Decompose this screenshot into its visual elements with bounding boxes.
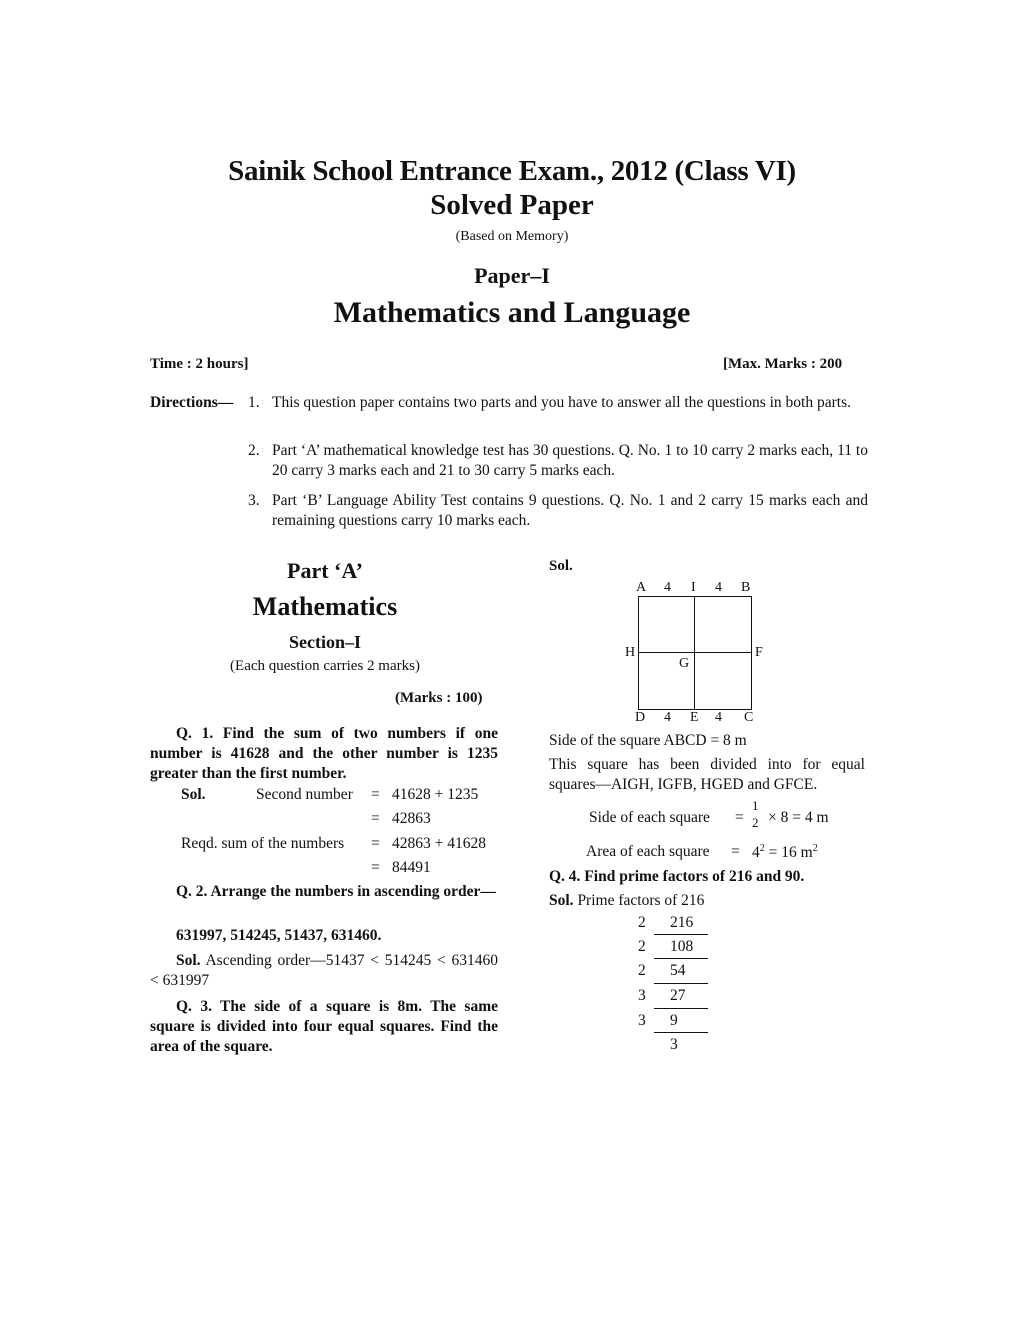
section-heading: Section–I bbox=[289, 632, 361, 652]
q2-answer: Ascending order—51437 < 514245 < 631460 < 631997 bbox=[150, 952, 498, 989]
label-de-length: 4 bbox=[664, 710, 671, 725]
division-line bbox=[654, 958, 708, 959]
q3-side-lhs: Side of each square bbox=[589, 809, 710, 826]
direction-item bbox=[248, 491, 868, 531]
q1-row-lhs: Reqd. sum of the numbers bbox=[181, 835, 345, 852]
dividend: 9 bbox=[670, 1012, 678, 1029]
q2-solution bbox=[150, 951, 498, 991]
division-line bbox=[654, 1008, 708, 1009]
divisor: 3 bbox=[638, 987, 646, 1004]
section-marks: (Marks : 100) bbox=[395, 690, 483, 706]
direction-text: Part ‘B’ Language Ability Test contains 9 questions. Q. No. 1 and 2 carry 15 marks each and remaining questions carry 10 marks each. bbox=[272, 492, 868, 529]
q1-sol-label: Sol. bbox=[181, 786, 206, 803]
area-unit-exponent: 2 bbox=[812, 843, 818, 854]
direction-number: 1. bbox=[248, 394, 260, 411]
square-abcd bbox=[638, 596, 752, 710]
label-ec-length: 4 bbox=[715, 710, 722, 725]
label-i: I bbox=[691, 580, 696, 595]
divisor: 2 bbox=[638, 938, 646, 955]
area-result: = 16 m bbox=[768, 844, 813, 862]
label-g: G bbox=[679, 656, 690, 671]
q1-row-eq: = bbox=[371, 859, 380, 876]
q2-numbers: 631997, 514245, 51437, 631460. bbox=[176, 927, 382, 944]
dividend: 54 bbox=[670, 962, 686, 979]
question-1: Q. 1. Find the sum of two numbers if one number is 41628 and the other number is 1235 greater than the first number. bbox=[150, 725, 498, 782]
label-ai-length: 4 bbox=[664, 580, 671, 595]
divisor: 2 bbox=[638, 914, 646, 931]
square-horizontal-divider bbox=[638, 652, 751, 653]
section-note: (Each question carries 2 marks) bbox=[230, 658, 420, 674]
paper-subject: Mathematics and Language bbox=[333, 296, 691, 329]
q3-sol-label: Sol. bbox=[549, 558, 573, 574]
fraction-denominator: 2 bbox=[752, 815, 759, 830]
q1-row-rhs: 41628 + 1235 bbox=[392, 786, 479, 803]
q1-row-rhs: 84491 bbox=[392, 859, 431, 876]
q2-sol-label: Sol. bbox=[176, 952, 201, 969]
divisor: 2 bbox=[638, 962, 646, 979]
direction-number: 2. bbox=[248, 442, 260, 459]
fraction-numerator: 1 bbox=[752, 798, 759, 813]
direction-number: 3. bbox=[248, 492, 260, 509]
question-2: Q. 2. Arrange the numbers in ascending order— bbox=[176, 883, 496, 900]
direction-item bbox=[248, 393, 868, 413]
q4-sol-text: Prime factors of 216 bbox=[577, 892, 705, 909]
question-4: Q. 4. Find prime factors of 216 and 90. bbox=[549, 868, 805, 885]
divisor: 3 bbox=[638, 1012, 646, 1029]
q3-area-lhs: Area of each square bbox=[586, 843, 710, 860]
area-base: 4 bbox=[752, 844, 760, 862]
q1-row-eq: = bbox=[371, 810, 380, 827]
dividend: 27 bbox=[670, 987, 686, 1004]
q3-side-rhs: × 8 = 4 m bbox=[768, 809, 829, 826]
q3-area-rhs bbox=[752, 843, 818, 862]
direction-text: Part ‘A’ mathematical knowledge test has 30 questions. Q. No. 1 to 10 carry 2 marks each, 11 to 20 carry 3 marks each and 21 to 30 carry 5 marks each. bbox=[272, 442, 868, 479]
max-marks: [Max. Marks : 200 bbox=[723, 356, 843, 372]
label-h: H bbox=[625, 645, 636, 660]
label-e: E bbox=[690, 710, 699, 725]
q1-row-eq: = bbox=[371, 786, 380, 803]
q1-row-lhs: Second number bbox=[256, 786, 353, 803]
q1-row-rhs: 42863 bbox=[392, 810, 431, 827]
q4-solution bbox=[549, 891, 704, 911]
division-line bbox=[654, 934, 708, 935]
q1-row-eq: = bbox=[371, 835, 380, 852]
part-a-subject: Mathematics bbox=[252, 592, 398, 621]
quotient: 3 bbox=[670, 1036, 678, 1053]
q4-sol-label: Sol. bbox=[549, 892, 574, 909]
q3-side-eq: = bbox=[735, 809, 744, 826]
q3-area-eq: = bbox=[731, 843, 740, 860]
direction-text: This question paper contains two parts and you have to answer all the questions in both parts. bbox=[272, 394, 851, 411]
dividend: 108 bbox=[670, 938, 694, 955]
paper-note: (Based on Memory) bbox=[455, 229, 569, 244]
label-f: F bbox=[755, 645, 763, 660]
question-3: Q. 3. The side of a square is 8m. The same square is divided into four equal squares. Find the area of the square. bbox=[150, 998, 498, 1055]
part-a-heading: Part ‘A’ bbox=[287, 558, 363, 583]
paper-subtitle: Solved Paper bbox=[430, 189, 594, 221]
label-d: D bbox=[635, 710, 646, 725]
q3-line-2: This square has been divided into for equal squares—AIGH, IGFB, HGED and GFCE. bbox=[549, 756, 865, 793]
paper-title: Sainik School Entrance Exam., 2012 (Class VI) bbox=[228, 155, 796, 187]
direction-item bbox=[248, 441, 868, 481]
label-c: C bbox=[744, 710, 754, 725]
directions-label: Directions— bbox=[150, 394, 234, 411]
dividend: 216 bbox=[670, 914, 694, 931]
area-exponent: 2 bbox=[759, 843, 765, 854]
division-line bbox=[654, 983, 708, 984]
time-limit: Time : 2 hours] bbox=[150, 356, 249, 372]
division-line bbox=[654, 1032, 708, 1033]
label-a: A bbox=[636, 580, 647, 595]
q1-row-rhs: 42863 + 41628 bbox=[392, 835, 486, 852]
q3-side-fraction bbox=[752, 799, 759, 829]
label-ib-length: 4 bbox=[715, 580, 722, 595]
label-b: B bbox=[741, 580, 751, 595]
q3-line-1: Side of the square ABCD = 8 m bbox=[549, 732, 747, 749]
paper-number: Paper–I bbox=[474, 263, 550, 288]
